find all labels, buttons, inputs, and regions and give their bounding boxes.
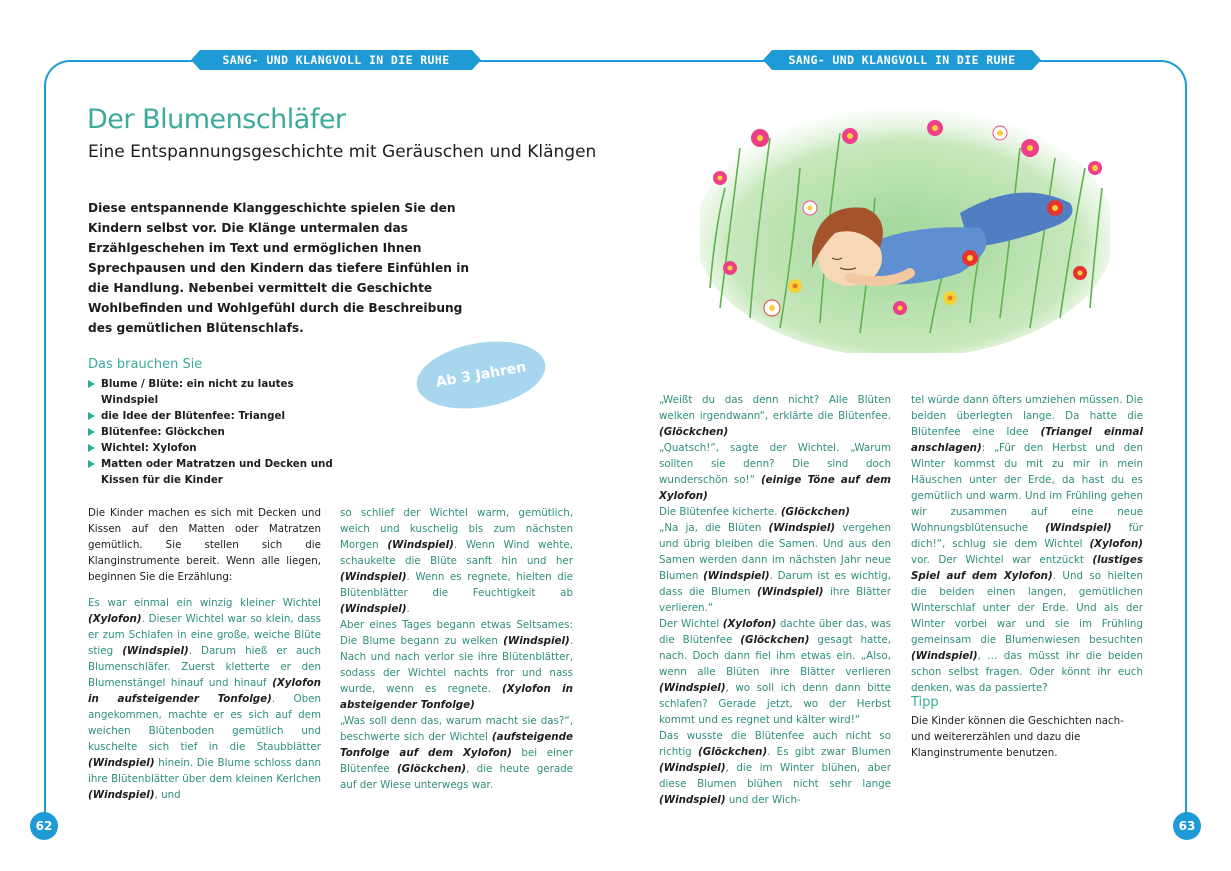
story-column-2 [340, 505, 573, 793]
story-column-1 [88, 505, 321, 803]
list-item: Wichtel: Xylofon [88, 440, 333, 456]
sound-cue: (Windspiel) [659, 762, 726, 774]
sound-cue: (Windspiel) [340, 603, 407, 615]
sound-cue: (Xylofon in absteigender Tonfolge) [340, 683, 573, 711]
story-paragraph: „Quatsch!“, sagte der Wichtel. „Warum sollten sie denn? Die sind doch wunderschön so!“ (einige Töne auf dem Xylofon) [659, 442, 891, 502]
sound-cue: (Glöckchen) [697, 746, 768, 758]
sound-cue: (Windspiel) [88, 789, 155, 801]
sound-cue: (Windspiel) [911, 650, 978, 662]
list-item: Blütenfee: Glöckchen [88, 424, 333, 440]
sound-cue: (Windspiel) [387, 539, 454, 551]
article-title: Der Blumenschläfer [87, 104, 346, 135]
sound-cue: (Glöckchen) [396, 763, 467, 775]
sound-cue: (Glöckchen) [659, 426, 729, 438]
sound-cue: (einige Töne auf dem Xylofon) [659, 474, 891, 502]
sound-cue: (Windspiel) [503, 635, 570, 647]
list-item: Blume / Blüte: ein nicht zu lautes Windspiel [88, 376, 333, 408]
intro-paragraph: Diese entspannende Klanggeschichte spielen Sie den Kindern selbst vor. Die Klänge untermalen das Erzählgeschehen im Text und ermöglichen Ihnen Sprechpausen und den Kindern das tiefere Einfühlen in die Handlung. Nebenbei vermittelt die Geschichte Wohlbefinden und Wohlgefühl durch die Beschreibung des gemütlichen Blütenschlafs. [88, 201, 470, 335]
story-column-4 [911, 392, 1143, 696]
article-subtitle: Eine Entspannungsgeschichte mit Geräuschen und Klängen [88, 142, 597, 162]
story-paragraph: Der Wichtel (Xylofon) dachte über das, was die Blütenfee (Glöckchen) gesagt hatte, nach. Doch dann fiel ihm etwas ein. „Also, wenn alle Blüten ihre Blätter verlieren (Windspiel), wo soll ich denn dann bitte schlafen? Gerade jetzt, wo der Herbst kommt und es regnet und kälter wird!“ [659, 618, 891, 726]
section-banner-left: SANG- UND KLANGVOLL IN DIE RUHE [200, 50, 472, 70]
sound-cue: (Windspiel) [122, 645, 189, 657]
tipp-heading: Tipp [911, 695, 939, 710]
page-number-right: 63 [1173, 812, 1201, 840]
sound-cue: (Glöckchen) [740, 634, 810, 646]
needs-list [88, 376, 333, 488]
story-paragraph: Es war einmal ein winzig kleiner Wichtel (Xylofon). Dieser Wichtel war so klein, dass er zum Schlafen in eine große, weiche Blüte stieg (Windspiel). Darum hieß er auch Blumenschläfer. Zuerst kletterte er den Blumenstängel hinauf und hinauf (Xylofon in aufsteigender Tonfolge). Oben angekommen, machte er es sich auf dem weichen Blütenboden gemütlich und kuschelte sich tief in die Staubblätter (Windspiel) hinein. Die Blume schloss dann ihre Blütenblätter über dem kleinen Kerlchen (Windspiel), und [88, 597, 321, 801]
sound-cue: (Triangel einmal anschlagen) [911, 426, 1143, 454]
sound-cue: (aufsteigende Tonfolge auf dem Xylofon) [340, 731, 573, 759]
page-number-left: 62 [30, 812, 58, 840]
list-item: die Idee der Blütenfee: Triangel [88, 408, 333, 424]
sound-cue: (Windspiel) [1045, 522, 1112, 534]
list-item: Matten oder Matratzen und Decken und Kissen für die Kinder [88, 456, 333, 488]
instructions-paragraph: Die Kinder machen es sich mit Decken und Kissen auf den Matten oder Matratzen gemütlich. Sie stellen sich die Klanginstrumente bereit. Wenn alle liegen, beginnen Sie die Erzählung: [88, 507, 321, 583]
story-paragraph: „Weißt du das denn nicht? Alle Blüten welken irgendwann“, erklärte die Blütenfee. (Glöckchen) [659, 394, 891, 438]
section-banner-right: SANG- UND KLANGVOLL IN DIE RUHE [772, 50, 1032, 70]
meadow-illustration [700, 108, 1110, 353]
story-paragraph: „Was soll denn das, warum macht sie das?“, beschwerte sich der Wichtel (aufsteigende Tonfolge auf dem Xylofon) bei einer Blütenfee (Glöckchen), die heute gerade auf der Wiese unterwegs war. [340, 715, 574, 791]
sound-cue: (Xylofon) [88, 613, 142, 625]
story-paragraph: Die Blütenfee kicherte. (Glöckchen) [659, 506, 850, 518]
sound-cue: (Xylofon) [722, 618, 777, 630]
sound-cue: (Xylofon in aufsteigender Tonfolge) [88, 677, 321, 705]
sound-cue: (lustiges Spiel auf dem Xylofon) [911, 554, 1143, 582]
sound-cue: (Windspiel) [340, 571, 407, 583]
story-paragraph: „Na ja, die Blüten (Windspiel) vergehen und übrig bleiben die Samen. Und aus den Samen werden dann im nächsten Jahr neue Blumen (Windspiel). Darum ist es wichtig, dass die Blumen (Windspiel) ihre Blätter verlieren.“ [659, 522, 891, 614]
sound-cue: (Windspiel) [756, 586, 824, 598]
story-column-3 [659, 392, 891, 808]
sound-cue: (Windspiel) [88, 757, 155, 769]
sound-cue: (Windspiel) [768, 522, 836, 534]
sound-cue: (Windspiel) [659, 794, 726, 806]
tipp-text: Die Kinder können die Geschichten nach- und weitererzählen und dazu die Klanginstrumente benutzen. [911, 715, 1124, 759]
story-paragraph: so schlief der Wichtel warm, gemütlich, weich und kuschelig bis zum nächsten Morgen (Windspiel). Wenn Wind wehte, schaukelte die Blüte sanft hin und her (Windspiel). Wenn es regnete, hielten die Blütenblätter die Feuchtigkeit ab (Windspiel). [340, 507, 573, 615]
sound-cue: (Glöckchen) [780, 506, 850, 518]
needs-heading: Das brauchen Sie [88, 357, 203, 372]
sound-cue: (Windspiel) [659, 682, 726, 694]
story-paragraph: Aber eines Tages begann etwas Seltsames: Die Blume begann zu welken (Windspiel). Nach und nach verlor sie ihre Blütenblätter, sodass der Wichtel nachts fror und nass wurde, wenn es regnete. (Xylofon in absteigender Tonfolge) [340, 619, 573, 711]
age-badge-label: Ab 3 Jahren [434, 359, 528, 391]
story-paragraph: Das wusste die Blütenfee auch nicht so richtig (Glöckchen). Es gibt zwar Blumen (Windspiel), die im Winter blühen, aber diese Blumen blühen nicht sehr lange (Windspiel) und der Wich- [659, 730, 891, 806]
sound-cue: (Xylofon) [1089, 538, 1143, 550]
story-paragraph: tel würde dann öfters umziehen müssen. Die beiden überlegten lange. Da hatte die Blütenfee eine Idee (Triangel einmal anschlagen): „Für den Herbst und den Winter kommst du mit zu mir in mein Häuschen unter der Erde, da hast du es gemütlich und warm. Und im Frühling gehen wir zusammen auf eine neue Wohnungsblütensuche (Windspiel) für dich!“, schlug sie dem Wichtel (Xylofon) vor. Der Wichtel war entzückt (lustiges Spiel auf dem Xylofon). Und so hielten die beiden einen langen, gemütlichen Winterschlaf unter der Erde. Und als der Winter vorbei war und sie im Frühling gemeinsam die Blumenwiesen besuchten (Windspiel), … das müsst ihr die beiden schon selbst fragen. Oder könnt ihr euch denken, was da passierte? [911, 394, 1143, 694]
sound-cue: (Windspiel) [703, 570, 770, 582]
